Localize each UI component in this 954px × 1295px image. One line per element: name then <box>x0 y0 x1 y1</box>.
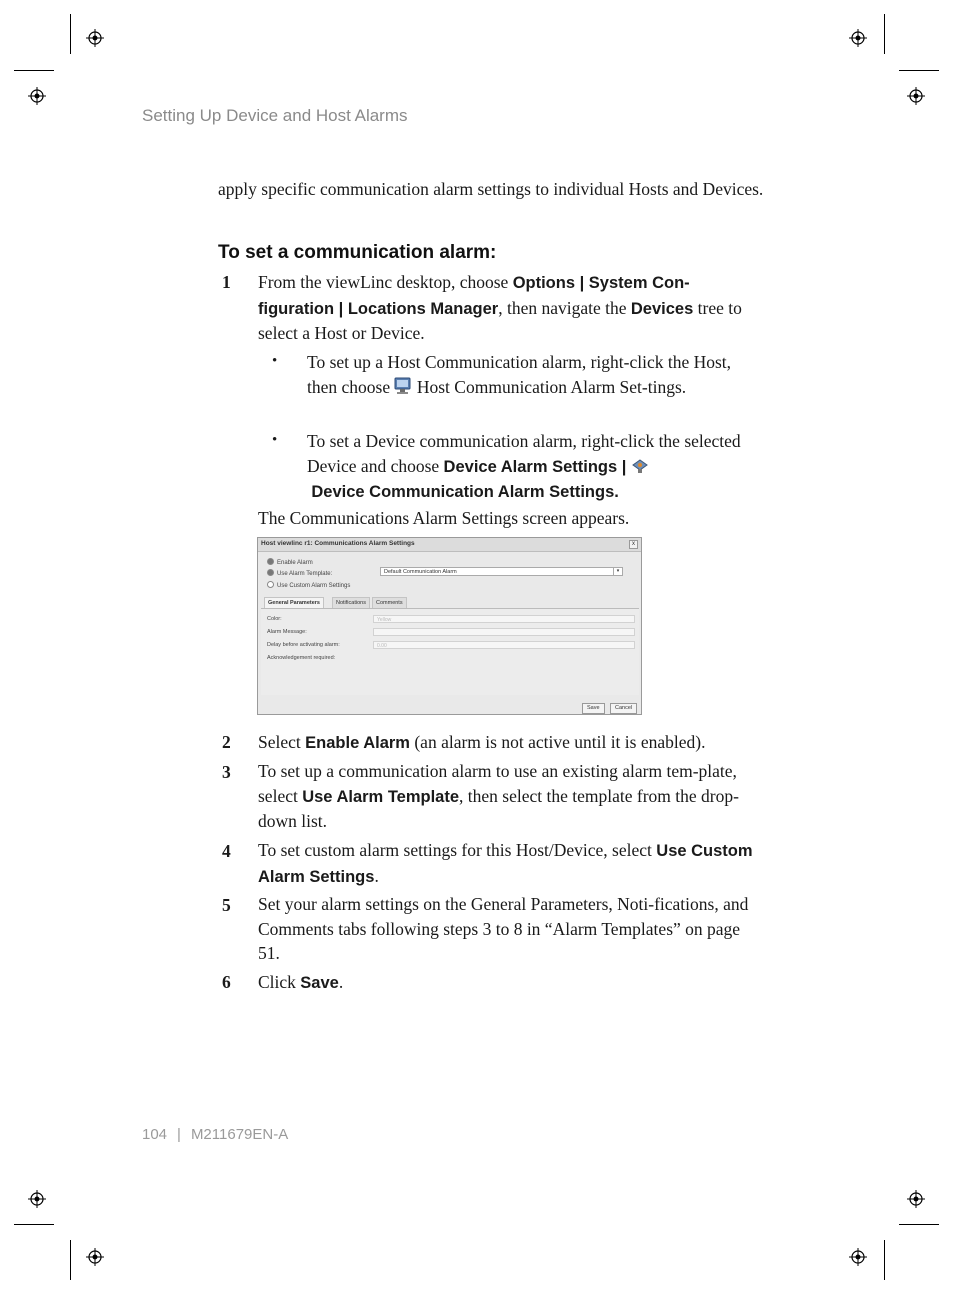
registration-mark-icon <box>849 1248 867 1266</box>
step-result-text: The Communications Alarm Settings screen appears. <box>258 508 630 528</box>
radio-icon[interactable] <box>267 581 274 588</box>
registration-mark-icon <box>28 87 46 105</box>
intro-paragraph: apply specific communication alarm settings to individual Hosts and Devices. <box>218 179 764 199</box>
acknowledgement-label: Acknowledgement required: <box>267 655 336 661</box>
bullet-text: To set a Device communication alarm, right-click the selected Device and choose Device Alarm Settings | Device Communication Alarm Settings. <box>307 431 741 501</box>
save-label: Save <box>300 974 339 992</box>
use-alarm-template-option[interactable]: Use Alarm Template: <box>267 569 332 577</box>
step-text: Click Save. <box>258 972 344 992</box>
procedure-title: To set a communication alarm: <box>218 242 497 263</box>
general-parameters-panel <box>261 609 639 695</box>
registration-mark-icon <box>86 1248 104 1266</box>
document-code: M211679EN-A <box>190 1126 289 1143</box>
step-text: To set custom alarm settings for this Host/Device, select Use Custom Alarm Settings. <box>258 840 753 886</box>
devices-tree-label: Devices <box>630 299 694 318</box>
step-number: 1 <box>222 272 231 292</box>
step-number: 2 <box>222 732 231 752</box>
registration-mark-icon <box>849 29 867 47</box>
chevron-down-icon[interactable]: ▾ <box>613 568 622 575</box>
registration-mark-icon <box>907 87 925 105</box>
footer-separator: | <box>177 1126 181 1143</box>
step-text: Select Enable Alarm (an alarm is not active until it is enabled). <box>258 732 706 752</box>
enable-alarm-label: Enable Alarm <box>305 734 410 752</box>
dialog-title: Host viewlinc r1: Communications Alarm Settings <box>261 540 415 547</box>
step-number: 5 <box>222 895 231 915</box>
step-number: 6 <box>222 972 231 992</box>
enable-alarm-option[interactable]: Enable Alarm <box>267 558 313 566</box>
page-footer <box>142 1126 288 1143</box>
alarm-message-field[interactable] <box>373 628 635 636</box>
page-number: 104 <box>142 1126 168 1143</box>
bullet-dot: • <box>272 432 278 448</box>
registration-mark-icon <box>907 1190 925 1208</box>
cancel-button[interactable]: Cancel <box>610 703 637 714</box>
bullet-text: To set up a Host Communication alarm, right-click the Host, then choose Host Communication Alarm Set-tings. <box>307 352 732 397</box>
save-button[interactable]: Save <box>582 703 605 714</box>
radio-icon[interactable] <box>267 569 274 576</box>
tab-comments[interactable]: Comments <box>372 597 407 608</box>
alarm-settings-screenshot <box>257 537 642 715</box>
registration-mark-icon <box>28 1190 46 1208</box>
use-custom-settings-option[interactable]: Use Custom Alarm Settings <box>267 581 350 589</box>
color-label: Color: <box>267 616 282 622</box>
acknowledgement-checkbox[interactable] <box>373 654 381 662</box>
delay-field[interactable]: 0.00 <box>373 641 635 649</box>
step-number: 3 <box>222 762 231 782</box>
device-alarm-icon <box>631 458 649 474</box>
step-text: From the viewLinc desktop, choose Options | System Con-figuration | Locations Manager, then navigate the Devices tree to select a Host or Device. <box>258 272 742 343</box>
close-icon[interactable]: x <box>629 540 638 549</box>
alarm-message-label: Alarm Message: <box>267 629 307 635</box>
dialog-tabs <box>261 597 639 609</box>
host-communication-icon <box>394 377 412 395</box>
device-alarm-settings-menu: Device Alarm Settings | <box>443 457 631 476</box>
checkbox-icon[interactable] <box>267 558 274 565</box>
tab-general-parameters[interactable]: General Parameters <box>264 597 324 608</box>
color-select[interactable]: Yellow <box>373 615 635 623</box>
delay-label: Delay before activating alarm: <box>267 642 340 648</box>
menu-path: Options | System Con-figuration | Locations Manager <box>258 274 690 318</box>
template-select[interactable]: Default Communication Alarm ▾ <box>380 567 623 576</box>
step-text: To set up a communication alarm to use an existing alarm tem-plate, select Use Alarm Template, then select the template from the drop-down list. <box>258 761 739 831</box>
bullet-dot: • <box>272 353 278 369</box>
device-communication-alarm-menu: Device Communication Alarm Settings. <box>311 483 619 501</box>
dialog-titlebar <box>258 538 641 552</box>
tab-notifications[interactable]: Notifications <box>332 597 370 608</box>
step-number: 4 <box>222 841 231 861</box>
step-text: Set your alarm settings on the General Parameters, Noti-fications, and Comments tabs following steps 3 to 8 in “Alarm Templates” on page 51. <box>258 894 749 963</box>
running-head: Setting Up Device and Host Alarms <box>142 106 408 125</box>
use-alarm-template-label: Use Alarm Template <box>302 787 460 806</box>
use-custom-alarm-settings-label: Use Custom Alarm Settings <box>258 842 753 886</box>
registration-mark-icon <box>86 29 104 47</box>
